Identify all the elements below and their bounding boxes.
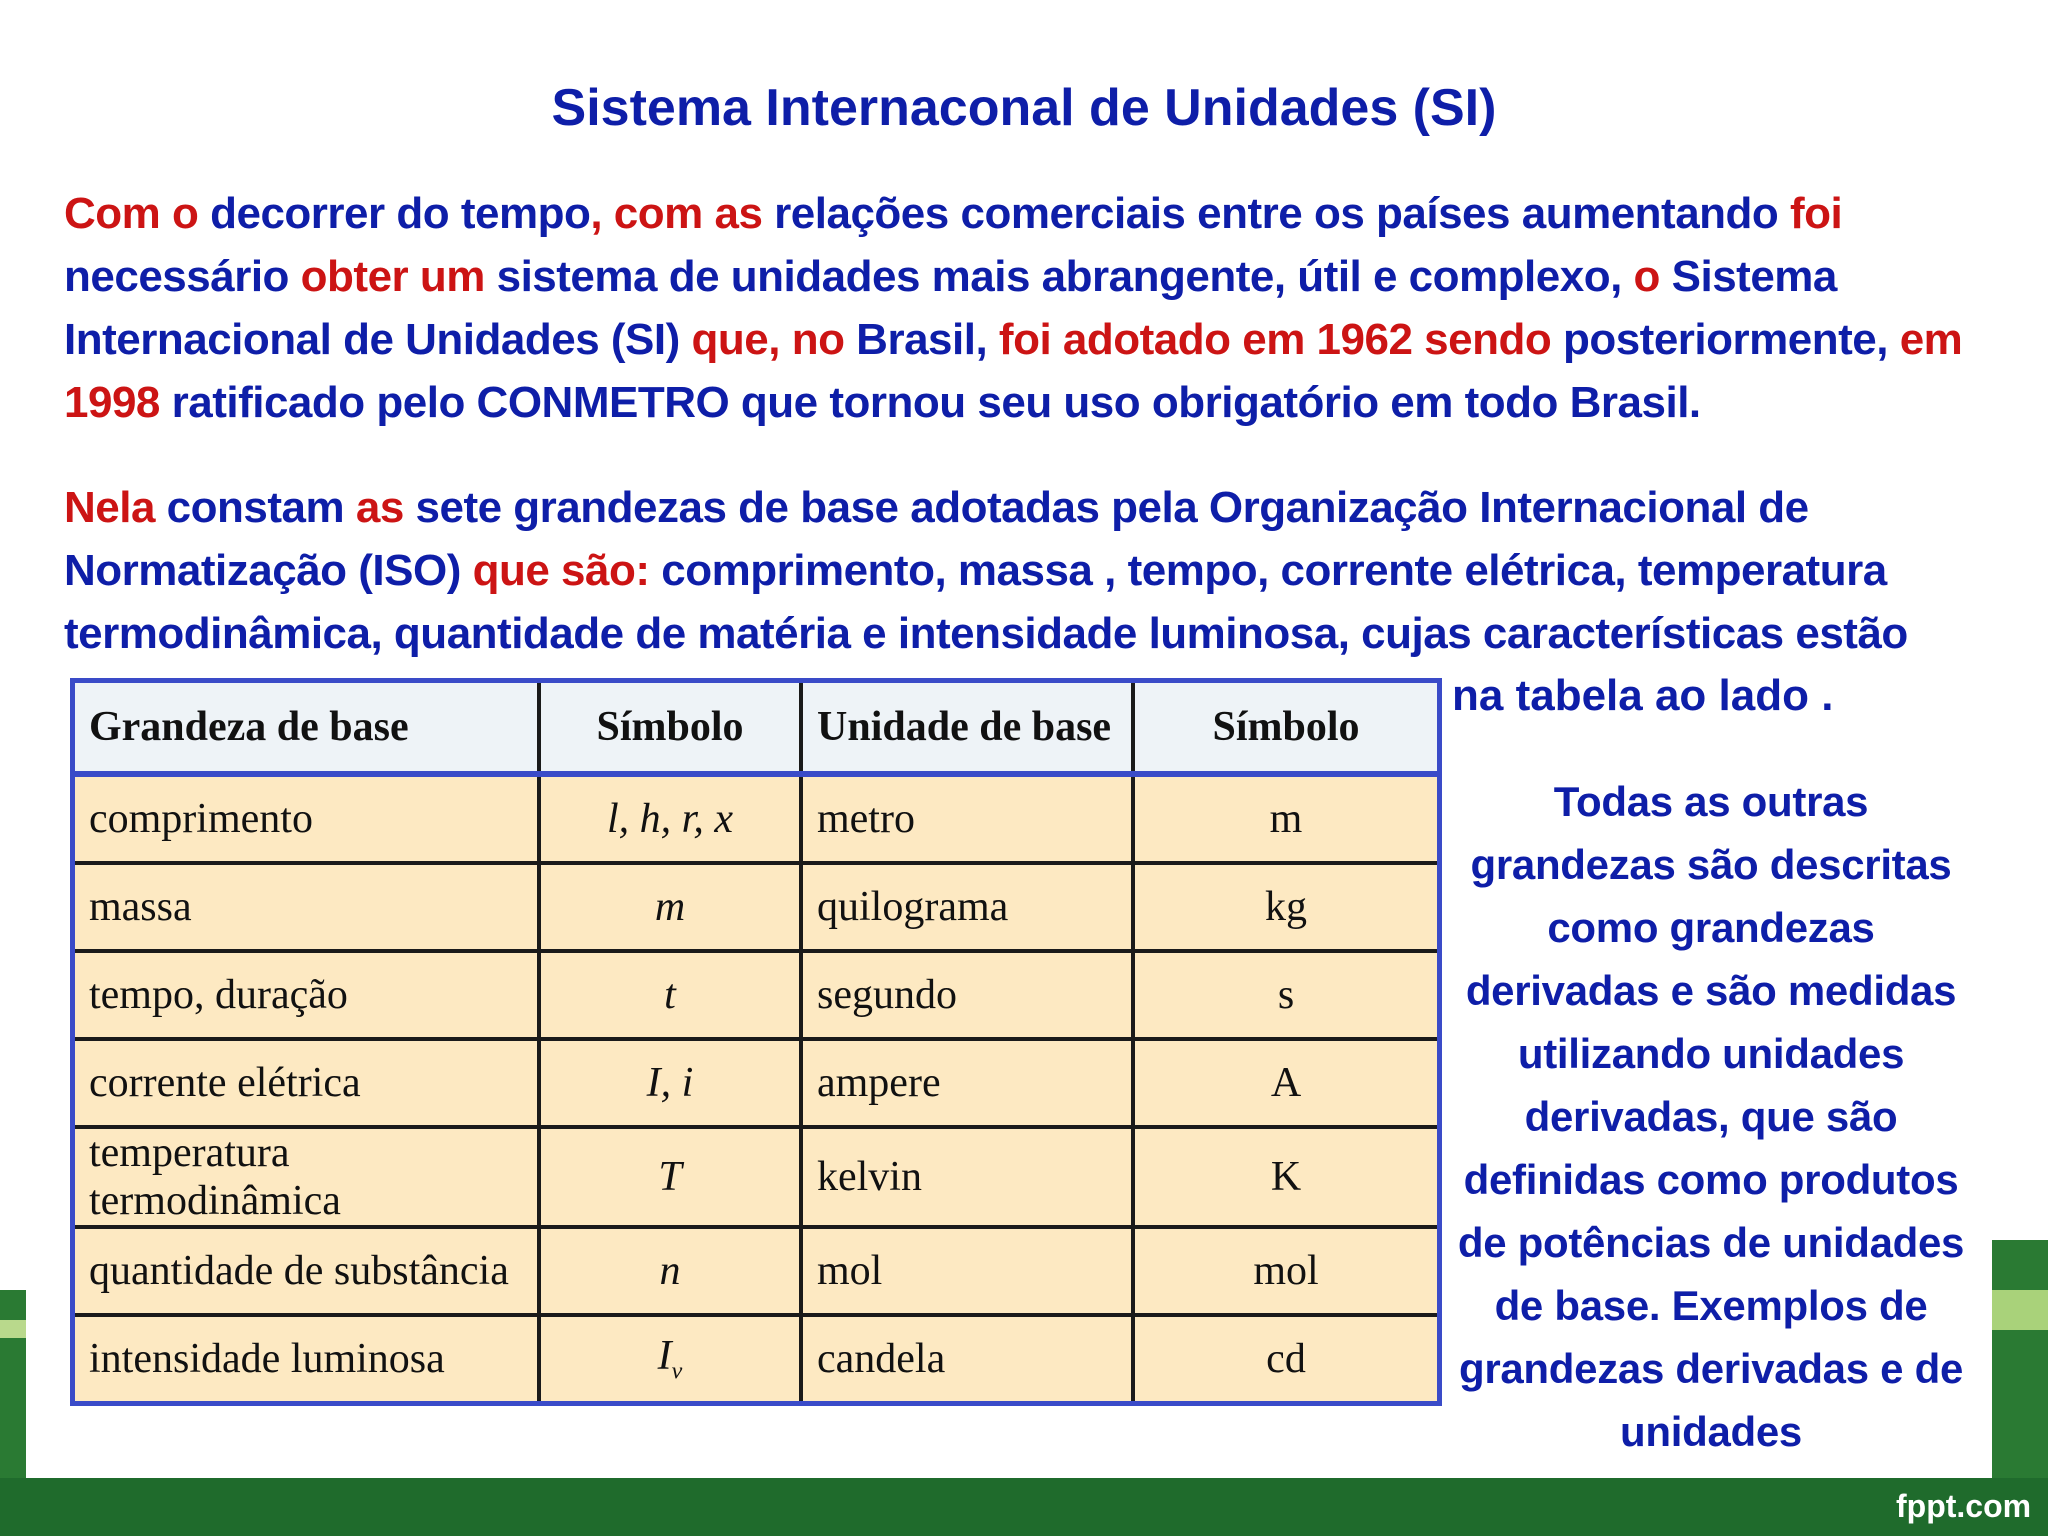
footer-decoration-right: [1992, 1240, 2048, 1480]
cell-quantity: intensidade luminosa: [73, 1315, 540, 1404]
table-row: [73, 863, 1440, 951]
cell-unit-symbol: kg: [1133, 863, 1440, 951]
cell-unit-symbol: cd: [1133, 1315, 1440, 1404]
text-run: as: [355, 483, 416, 532]
cell-quantity-symbol: $I_v$: [539, 1315, 801, 1404]
text-run: sistema de unidades mais abrangente, útil e complexo,: [496, 252, 1634, 301]
cell-quantity: temperatura termodinâmica: [73, 1127, 540, 1227]
cell-quantity-symbol: I, i: [539, 1039, 801, 1127]
table-row: [73, 1127, 1440, 1227]
cell-unit: segundo: [801, 951, 1133, 1039]
cell-unit: metro: [801, 774, 1133, 863]
header-unit-symbol: Símbolo: [1133, 681, 1440, 775]
header-unit: Unidade de base: [801, 681, 1133, 775]
text-run: decorrer do tempo: [210, 189, 591, 238]
text-run: Nela: [64, 483, 167, 532]
text-run: constam: [166, 483, 356, 532]
cell-unit-symbol: K: [1133, 1127, 1440, 1227]
footer-decoration-left: [0, 1290, 26, 1480]
si-base-units-table: [70, 678, 1442, 1406]
cell-quantity: massa: [73, 863, 540, 951]
text-run: obter um: [300, 252, 497, 301]
text-run: comprimento, massa , tempo, corrente elétrica, temperatura termodinâmica, quantidade de matéria e intensidade luminosa, cujas características estão: [64, 546, 1908, 658]
header-quantity-symbol: Símbolo: [539, 681, 801, 775]
cell-quantity: tempo, duração: [73, 951, 540, 1039]
text-run: foi: [1790, 189, 1843, 238]
table-row: [73, 1039, 1440, 1127]
text-run: necessário: [64, 252, 301, 301]
cell-unit: mol: [801, 1227, 1133, 1315]
text-run: que, no: [691, 315, 857, 364]
cell-quantity: quantidade de substância: [73, 1227, 540, 1315]
footer-decoration-right-accent: [1992, 1290, 2048, 1330]
cell-quantity: corrente elétrica: [73, 1039, 540, 1127]
text-run: Com o: [64, 189, 211, 238]
text-run: que são:: [472, 546, 662, 595]
cell-unit-symbol: mol: [1133, 1227, 1440, 1315]
cell-unit-symbol: A: [1133, 1039, 1440, 1127]
table-row: [73, 1227, 1440, 1315]
cell-unit-symbol: m: [1133, 774, 1440, 863]
text-run: posteriormente,: [1562, 315, 1900, 364]
table-row: [73, 951, 1440, 1039]
text-run: em 1998: [64, 315, 1963, 427]
table-row: [73, 1315, 1440, 1404]
cell-quantity-symbol: l, h, r, x: [539, 774, 801, 863]
base-quantities-paragraph: [64, 476, 1974, 665]
footer-band: [0, 1478, 2048, 1536]
footer-decoration-left-accent: [0, 1320, 26, 1338]
brand-logo-text: fppt.com: [1896, 1488, 2032, 1524]
cell-unit: kelvin: [801, 1127, 1133, 1227]
text-run: foi adotado em 1962 sendo: [998, 315, 1563, 364]
text-run: ratificado pelo CONMETRO que tornou seu uso obrigatório em todo Brasil.: [171, 378, 1701, 427]
text-run: o: [1633, 252, 1672, 301]
text-run: Brasil,: [856, 315, 999, 364]
header-quantity: Grandeza de base: [73, 681, 540, 775]
cell-quantity-symbol: T: [539, 1127, 801, 1227]
cell-quantity: comprimento: [73, 774, 540, 863]
text-run: sete grandezas de base adotadas pela Organização Internacional de Normatização (ISO): [64, 483, 1809, 595]
table-header-row: [73, 681, 1440, 775]
cell-unit: candela: [801, 1315, 1133, 1404]
cell-quantity-symbol: t: [539, 951, 801, 1039]
text-run: Sistema Internacional de Unidades (SI): [64, 252, 1837, 364]
table-row: [73, 774, 1440, 863]
cell-unit: ampere: [801, 1039, 1133, 1127]
slide-title: Sistema Internaconal de Unidades (SI): [551, 79, 1497, 137]
cell-quantity-symbol: m: [539, 863, 801, 951]
cell-quantity-symbol: n: [539, 1227, 801, 1315]
derived-quantities-text: Todas as outras grandezas são descritas como grandezas derivadas e são medidas utilizando unidades derivadas, que são definidas como produtos de potências de unidades de base. Exemplos de grandezas derivadas e de unidades: [1457, 778, 1965, 1455]
intro-paragraph: [64, 182, 1974, 434]
cell-unit-symbol: s: [1133, 951, 1440, 1039]
paragraph-end-text: na tabela ao lado .: [1452, 671, 1834, 720]
text-run: , com as: [590, 189, 775, 238]
cell-unit: quilograma: [801, 863, 1133, 951]
text-run: relações comerciais entre os países aumentando: [774, 189, 1791, 238]
